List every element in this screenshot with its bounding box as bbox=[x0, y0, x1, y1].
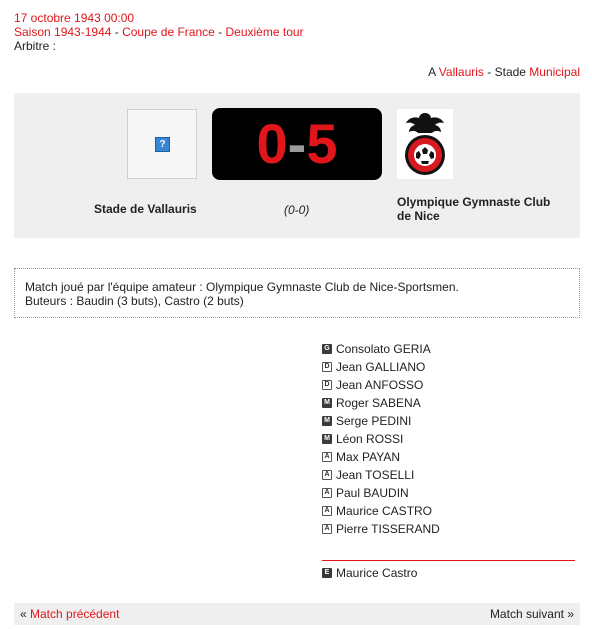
lineup-row bbox=[322, 484, 440, 502]
competition-link[interactable]: Coupe de France bbox=[122, 25, 215, 39]
player-name[interactable]: Jean TOSELLI bbox=[336, 468, 415, 482]
referee-label: Arbitre : bbox=[14, 39, 57, 53]
position-badge: M bbox=[322, 416, 332, 426]
lineup-row bbox=[322, 340, 440, 358]
match-header bbox=[14, 11, 304, 53]
lineup-row bbox=[322, 520, 440, 538]
position-badge: M bbox=[322, 398, 332, 408]
lineup-row bbox=[322, 448, 440, 466]
coach-divider bbox=[322, 560, 575, 561]
position-badge: G bbox=[322, 344, 332, 354]
scoreboard bbox=[212, 108, 382, 180]
city-link[interactable]: Vallauris bbox=[438, 65, 484, 79]
away-team-logo[interactable] bbox=[397, 109, 453, 179]
player-name[interactable]: Max PAYAN bbox=[336, 450, 401, 464]
round-link[interactable]: Deuxième tour bbox=[225, 25, 304, 39]
missing-image-icon: ? bbox=[155, 137, 170, 152]
coach-row bbox=[322, 566, 417, 580]
lineup-row bbox=[322, 394, 440, 412]
coach-badge: E bbox=[322, 568, 332, 578]
match-notes bbox=[14, 268, 580, 318]
venue-line bbox=[428, 65, 580, 79]
halftime-score: (0-0) bbox=[284, 203, 310, 217]
match-navigation bbox=[14, 603, 580, 625]
player-name[interactable]: Maurice CASTRO bbox=[336, 504, 433, 518]
position-badge: M bbox=[322, 434, 332, 444]
away-score: 5 bbox=[306, 112, 338, 175]
notes-line-2: Buteurs : Baudin (3 buts), Castro (2 buts) bbox=[25, 294, 244, 308]
position-badge: A bbox=[322, 470, 332, 480]
notes-line-1: Match joué par l'équipe amateur : Olympique Gymnaste Club de Nice-Sportsmen. bbox=[25, 280, 459, 294]
player-name[interactable]: Jean GALLIANO bbox=[336, 360, 426, 374]
next-match-link[interactable]: Match suivant bbox=[489, 607, 564, 621]
position-badge: A bbox=[322, 452, 332, 462]
season-line bbox=[14, 25, 304, 39]
separator: - bbox=[214, 25, 226, 39]
lineup-row bbox=[322, 430, 440, 448]
player-name[interactable]: Serge PEDINI bbox=[336, 414, 412, 428]
eagle-crest-icon bbox=[397, 109, 453, 179]
player-name[interactable]: Paul BAUDIN bbox=[336, 486, 409, 500]
venue-prefix: A bbox=[428, 65, 439, 79]
position-badge: A bbox=[322, 488, 332, 498]
score-separator: - bbox=[287, 112, 307, 175]
away-lineup bbox=[322, 340, 440, 538]
season-link[interactable]: Saison 1943-1944 bbox=[14, 25, 112, 39]
player-name[interactable]: Jean ANFOSSO bbox=[336, 378, 424, 392]
position-badge: D bbox=[322, 380, 332, 390]
lineup-row bbox=[322, 376, 440, 394]
home-team-name[interactable]: Stade de Vallauris bbox=[94, 202, 197, 216]
lineup-row bbox=[322, 358, 440, 376]
player-name[interactable]: Roger SABENA bbox=[336, 396, 421, 410]
coach-section bbox=[322, 566, 417, 580]
separator: - bbox=[111, 25, 123, 39]
prev-nav bbox=[20, 607, 119, 621]
prev-arrow-icon: « bbox=[20, 607, 31, 621]
previous-match-link[interactable]: Match précédent bbox=[30, 607, 120, 621]
stadium-link[interactable]: Municipal bbox=[529, 65, 580, 79]
lineup-row bbox=[322, 412, 440, 430]
position-badge: D bbox=[322, 362, 332, 372]
lineup-row bbox=[322, 502, 440, 520]
away-team-name[interactable]: Olympique Gymnaste Club de Nice bbox=[397, 195, 551, 223]
player-name[interactable]: Pierre TISSERAND bbox=[336, 522, 440, 536]
match-panel bbox=[14, 93, 580, 238]
position-badge: A bbox=[322, 524, 332, 534]
coach-name[interactable] bbox=[336, 566, 417, 580]
coach-last-name: Castro bbox=[378, 566, 418, 580]
next-arrow-icon: » bbox=[563, 607, 574, 621]
match-date: 17 octobre 1943 00:00 bbox=[14, 11, 135, 25]
next-nav bbox=[490, 607, 574, 621]
player-name[interactable]: Léon ROSSI bbox=[336, 432, 404, 446]
coach-first-name: Maurice bbox=[336, 566, 379, 580]
player-name[interactable]: Consolato GERIA bbox=[336, 342, 431, 356]
venue-separator: - Stade bbox=[483, 65, 530, 79]
lineup-row bbox=[322, 466, 440, 484]
position-badge: A bbox=[322, 506, 332, 516]
home-score: 0 bbox=[256, 112, 288, 175]
home-team-logo[interactable] bbox=[127, 109, 197, 179]
